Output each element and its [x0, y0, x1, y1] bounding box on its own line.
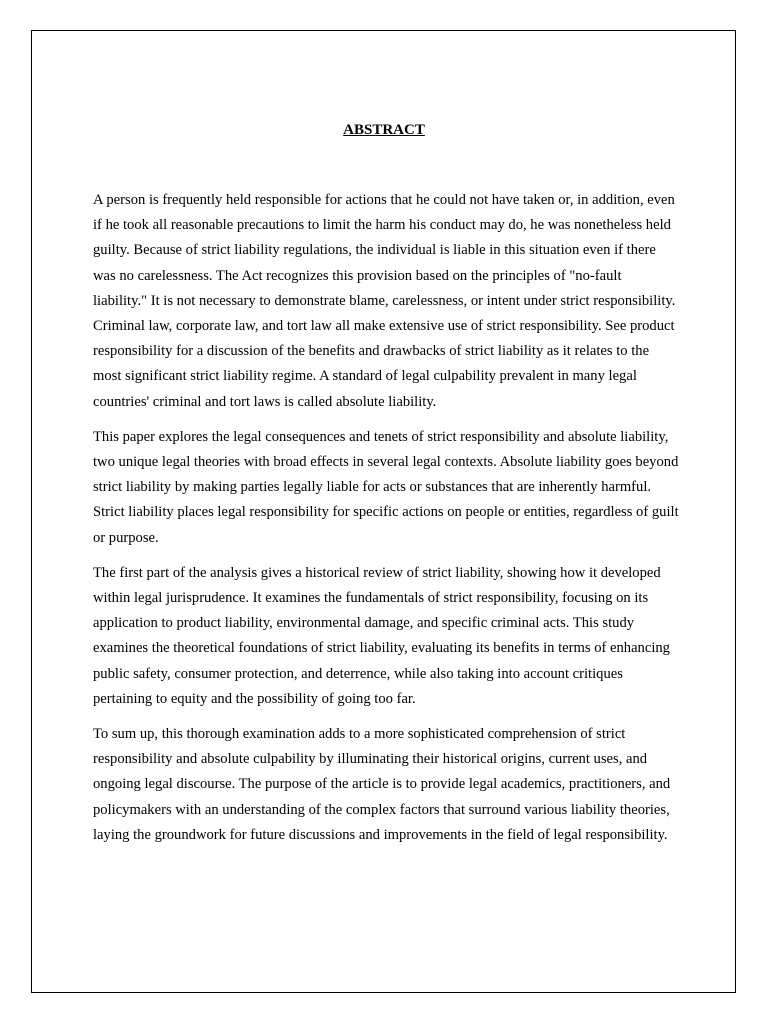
paragraph-1: A person is frequently held responsible for actions that he could not have taken or, in addition, even if he took all reasonable precautions to limit the harm his conduct may do, he was nonetheless held guilty. Because of strict liability regulations, the individual is liable in this situation even if there was no carelessness. The Act recognizes this provision based on the principles of "no-fault liability." It is not necessary to demonstrate blame, carelessness, or intent under strict responsibility. Criminal law, corporate law, and tort law all make extensive use of strict responsibility. See product responsibility for a discussion of the benefits and drawbacks of strict liability as it relates to the most significant strict liability regime. A standard of legal culpability prevalent in many legal countries' criminal and tort laws is called absolute liability. — [93, 192, 676, 410]
paragraph-2: This paper explores the legal consequences and tenets of strict responsibility and absolute liability, two unique legal theories with broad effects in several legal contexts. Absolute liability goes beyond strict liability by making parties legally liable for acts or substances that are inherently harmful. Strict liability places legal responsibility for specific actions on people or entities, regardless of guilt or purpose. — [93, 428, 679, 546]
paragraph-4: To sum up, this thorough examination adds to a more sophisticated comprehension of strict responsibility and absolute culpability by illuminating their historical origins, current uses, and ongoing legal discourse. The purpose of the article is to provide legal academics, practitioners, and policymakers with an understanding of the complex factors that surround various liability theories, laying the groundwork for future discussions and improvements in the field of legal responsibility. — [93, 726, 671, 843]
abstract-body — [93, 188, 679, 858]
abstract-title: ABSTRACT — [343, 122, 425, 138]
paragraph-3: The first part of the analysis gives a historical review of strict liability, showing how it developed within legal jurisprudence. It examines the fundamentals of strict responsibility, focusing on its application to product liability, environmental damage, and specific criminal acts. This study examines the theoretical foundations of strict liability, evaluating its benefits in terms of enhancing public safety, consumer protection, and deterrence, while also taking into account critiques pertaining to equity and the possibility of going too far. — [93, 564, 670, 707]
